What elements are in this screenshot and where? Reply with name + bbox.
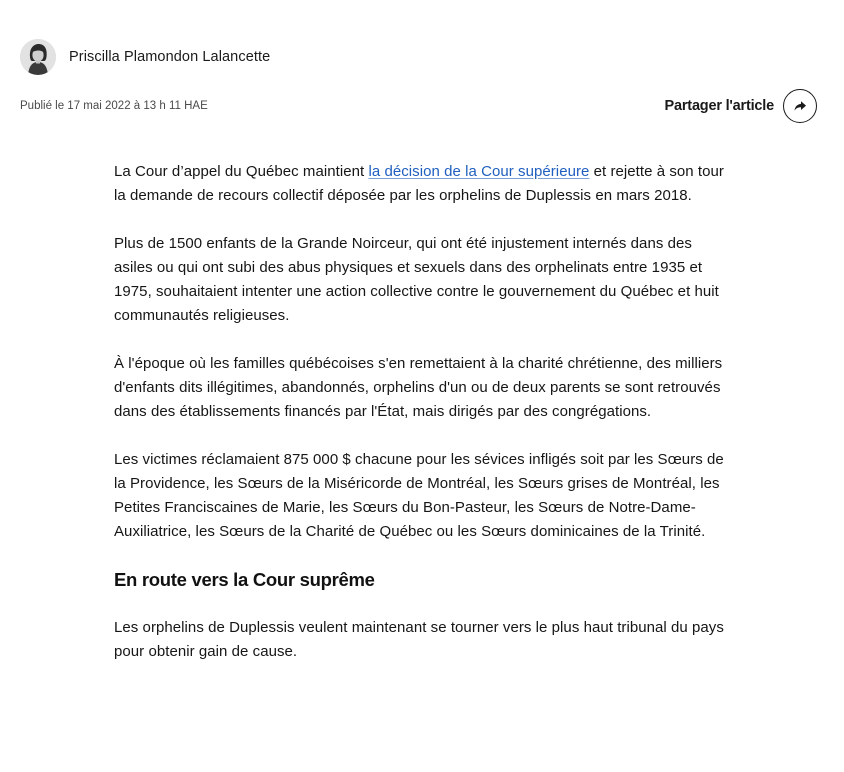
paragraph-1-end: et rejette à son tour la demande de recours collectif déposée par les orphelins de Duplessis en mars 2018. (114, 163, 724, 204)
article-body (114, 160, 734, 688)
share-article-button[interactable] (665, 89, 817, 123)
share-arrow-icon[interactable] (783, 89, 817, 123)
court-decision-link[interactable]: la décision de la Cour supérieure (368, 163, 590, 180)
paragraph-3: À l'époque où les familles québécoises s'en remettaient à la charité chrétienne, des milliers d'enfants dits illégitimes, abandonnés, orphelins d'un ou de deux parents se sont retrouvés dans des établissements financés par l'État, mais dirigés par des congrégations. (114, 355, 723, 420)
paragraph-1 (114, 160, 734, 208)
paragraph-2: Plus de 1500 enfants de la Grande Noirceur, qui ont été injustement internés dans des asiles ou qui ont subi des abus physiques et sexuels dans des orphelinats entre 1935 et 1975, souhaitaient intenter une action collective contre le gouvernement du Québec et huit communautés religieuses. (114, 235, 719, 324)
section-heading: En route vers la Cour suprême (114, 569, 375, 590)
author-name[interactable]: Priscilla Plamondon Lalancette (69, 49, 271, 65)
avatar[interactable] (20, 39, 56, 75)
paragraph-4: Les victimes réclamaient 875 000 $ chacune pour les sévices infligés soit par les Sœurs de la Providence, les Sœurs de la Miséricorde de Montréal, les Sœurs grises de Montréal, les Petites Franciscaines de Marie, les Sœurs du Bon-Pasteur, les Sœurs de Notre-Dame-Auxiliatrice, les Sœurs de la Charité de Québec ou les Sœurs dominicaines de la Trinité. (114, 451, 724, 540)
share-label: Partager l'article (664, 98, 774, 114)
paragraph-1-start: La Cour d’appel du Québec maintient (114, 163, 369, 180)
paragraph-5: Les orphelins de Duplessis veulent maintenant se tourner vers le plus haut tribunal du pays pour obtenir gain de cause. (114, 619, 724, 660)
author-byline (20, 39, 270, 75)
publication-date: Publié le 17 mai 2022 à 13 h 11 HAE (20, 100, 208, 112)
author-photo-icon (20, 39, 56, 75)
